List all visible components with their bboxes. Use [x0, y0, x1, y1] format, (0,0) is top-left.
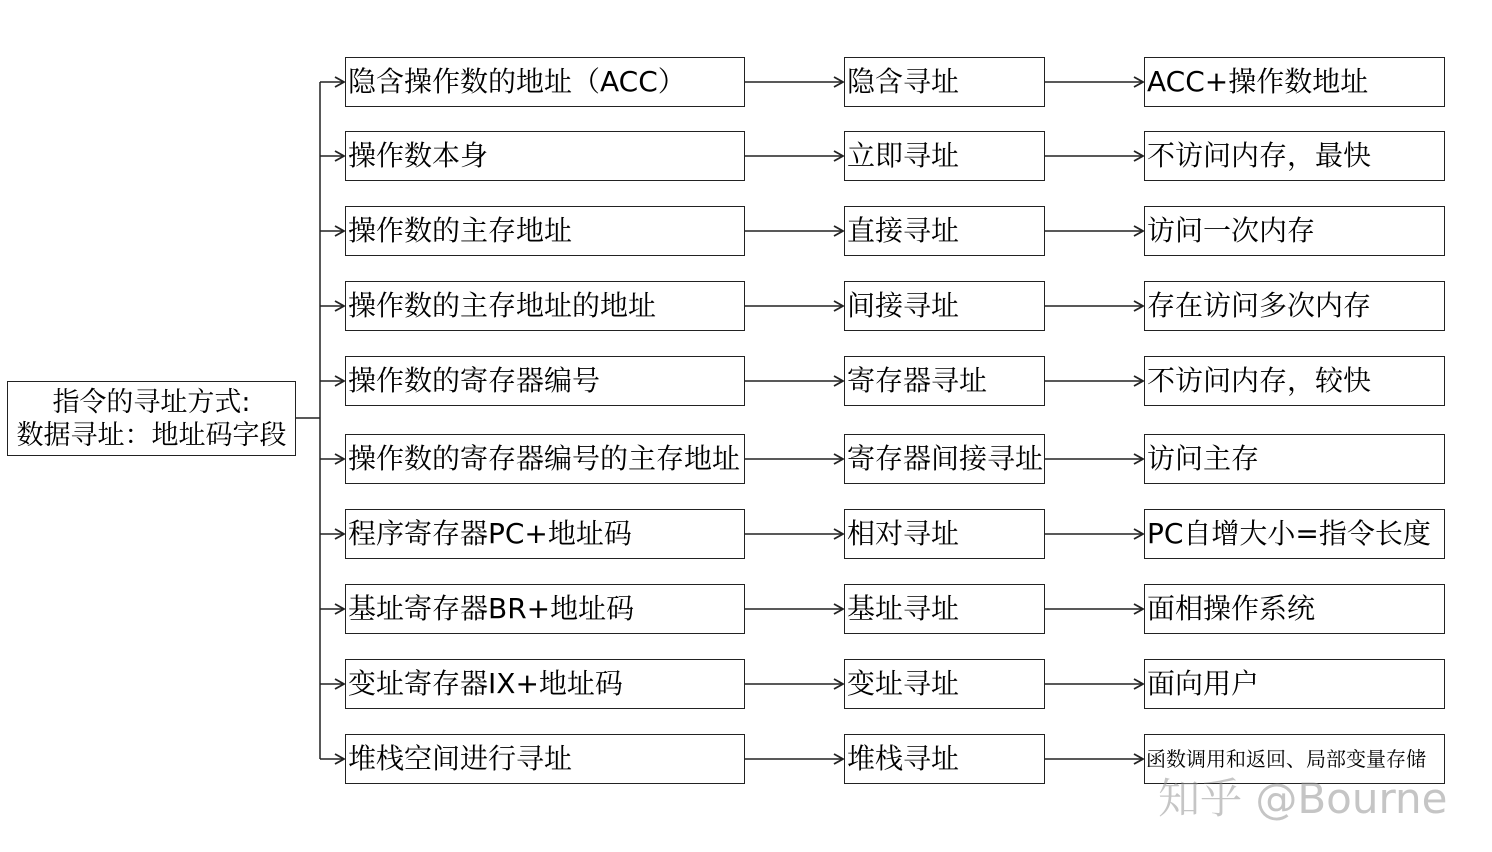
mode-box: 立即寻址 [844, 131, 1045, 181]
note-box: 存在访问多次内存 [1144, 281, 1445, 331]
operand-box: 操作数本身 [345, 131, 745, 181]
note-box: 面相操作系统 [1144, 584, 1445, 634]
note-box: 不访问内存，较快 [1144, 356, 1445, 406]
operand-box: 操作数的寄存器编号的主存地址 [345, 434, 745, 484]
note-box: 不访问内存，最快 [1144, 131, 1445, 181]
mode-box: 寄存器间接寻址 [844, 434, 1045, 484]
operand-box: 隐含操作数的地址（ACC） [345, 57, 745, 107]
root-line-1: 指令的寻址方式: [52, 386, 251, 418]
mode-box: 间接寻址 [844, 281, 1045, 331]
note-box: ACC+操作数地址 [1144, 57, 1445, 107]
mode-box: 基址寻址 [844, 584, 1045, 634]
operand-box: 基址寄存器BR+地址码 [345, 584, 745, 634]
mode-box: 寄存器寻址 [844, 356, 1045, 406]
mode-box: 堆栈寻址 [844, 734, 1045, 784]
operand-box: 操作数的寄存器编号 [345, 356, 745, 406]
watermark: 知乎 @Bourne [1158, 774, 1448, 823]
operand-box: 程序寄存器PC+地址码 [345, 509, 745, 559]
note-box: 访问一次内存 [1144, 206, 1445, 256]
root-line-2: 数据寻址：地址码字段 [16, 419, 287, 451]
note-box: PC自增大小=指令长度 [1144, 509, 1445, 559]
note-box: 面向用户 [1144, 659, 1445, 709]
operand-box: 变址寄存器IX+地址码 [345, 659, 745, 709]
mode-box: 直接寻址 [844, 206, 1045, 256]
mode-box: 变址寻址 [844, 659, 1045, 709]
mode-box: 相对寻址 [844, 509, 1045, 559]
note-box: 函数调用和返回、局部变量存储 [1144, 734, 1445, 784]
note-box: 访问主存 [1144, 434, 1445, 484]
operand-box: 操作数的主存地址的地址 [345, 281, 745, 331]
operand-box: 操作数的主存地址 [345, 206, 745, 256]
mode-box: 隐含寻址 [844, 57, 1045, 107]
root-node [7, 381, 296, 456]
operand-box: 堆栈空间进行寻址 [345, 734, 745, 784]
